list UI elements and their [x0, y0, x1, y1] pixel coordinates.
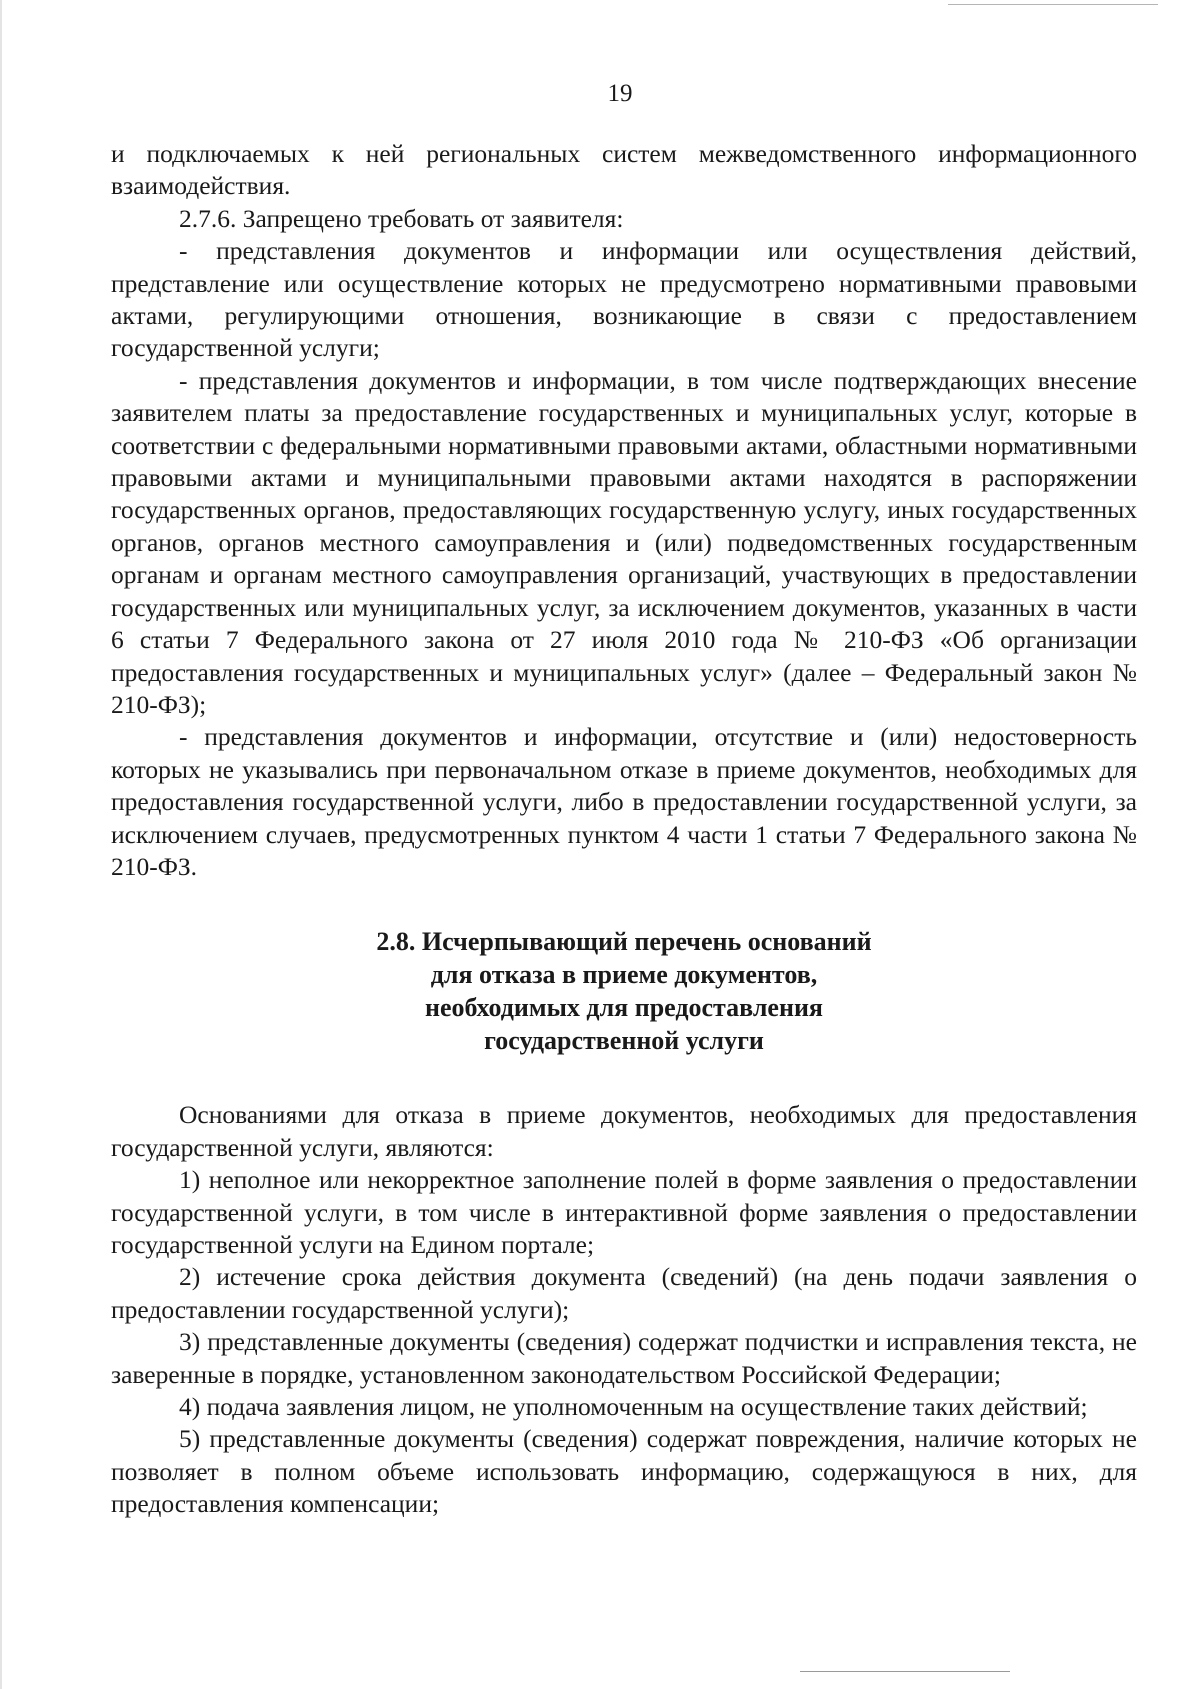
list-item-ground-1: 1) неполное или некорректное заполнение полей в форме заявления о предоставлении государственной услуги, в том числе в интерактивной форме заявления о предоставлении государственной услуги на Едином портале; [111, 1165, 1137, 1259]
list-item-ground-3: 3) представленные документы (сведения) содержат подчистки и исправления текста, не заверенные в порядке, установленном законодательством Российской Федерации; [111, 1327, 1137, 1389]
scan-edge [0, 0, 2, 1689]
scan-bottom-rule [800, 1671, 1010, 1672]
paragraph-clause-2-7-6: 2.7.6. Запрещено требовать от заявителя: [179, 203, 624, 233]
paragraph-prohibition-3: - представления документов и информации, отсутствие и (или) недостоверность которых не указывались при первоначальном отказе в приеме документов, необходимых для предоставления государственной услуги, либо в предоставлении государственной услуги, за исключением случаев, предусмотренных пунктом 4 части 1 статьи 7 Федерального закона № 210-ФЗ. [111, 722, 1137, 881]
list-item-ground-2: 2) истечение срока действия документа (сведений) (на день подачи заявления о предоставлении государственной услуги); [111, 1262, 1137, 1324]
section-heading-line: для отказа в приеме документов, [430, 960, 818, 990]
section-heading-line: необходимых для предоставления [424, 993, 823, 1023]
paragraph-prohibition-1: - представления документов и информации или осуществления действий, представление или осуществление которых не предусмотрено нормативными правовыми актами, регулирующими отношения, возникающие в связи с предоставлением государственной услуги; [111, 236, 1137, 363]
paragraph-prohibition-2: - представления документов и информации, в том числе подтверждающих внесение заявителем платы за предоставление государственных и муниципальных услуг, которые в соответствии с федеральными нормативными правовыми актами, областными нормативными правовыми актами и муниципальными правовыми актами находятся в распоряжении государственных органов, предоставляющих государственную услугу, иных государственных органов, органов местного самоуправления и (или) подведомственных государственным органам и органам местного самоуправления организаций, участвующих в предоставлении государственных или муниципальных услуг, за исключением документов, указанных в части 6 статьи 7 Федерального закона от 27 июля 2010 года № 210-ФЗ «Об организации предоставления государственных и муниципальных услуг» (далее – Федеральный закон № 210-ФЗ); [111, 365, 1137, 719]
section-heading-2-8 [111, 925, 1137, 1057]
scan-top-rule [948, 4, 1158, 5]
section-heading-line: 2.8. Исчерпывающий перечень оснований [376, 927, 872, 957]
list-item-ground-4: 4) подача заявления лицом, не уполномоченным на осуществление таких действий; [179, 1392, 1088, 1421]
page-number: 19 [607, 80, 633, 107]
paragraph-continuation: и подключаемых к ней региональных систем межведомственного информационного взаимодействия. [111, 139, 1137, 201]
section-heading-line: государственной услуги [484, 1026, 764, 1056]
document-body [111, 138, 1137, 1521]
paragraph-grounds-intro: Основаниями для отказа в приеме документов, необходимых для предоставления государственной услуги, являются: [111, 1100, 1137, 1162]
list-item-ground-5: 5) представленные документы (сведения) содержат повреждения, наличие которых не позволяет в полном объеме использовать информацию, содержащуюся в них, для предоставления компенсации; [111, 1424, 1137, 1519]
